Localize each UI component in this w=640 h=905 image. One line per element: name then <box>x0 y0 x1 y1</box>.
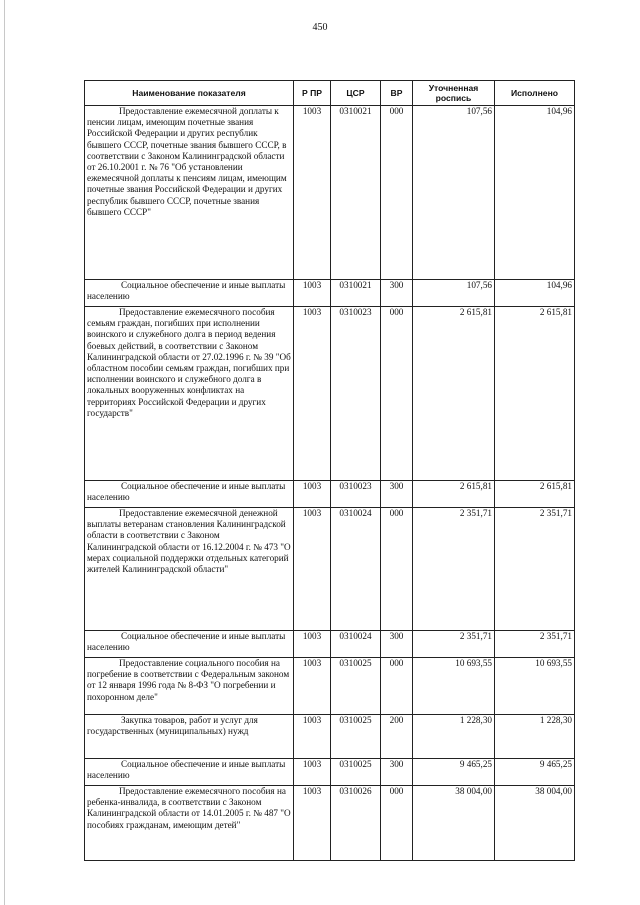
row-planned: 9 465,25 <box>413 759 495 786</box>
header-planned: Уточненная роспись <box>413 81 495 106</box>
row-csr: 0310024 <box>331 631 381 658</box>
row-executed: 2 351,71 <box>495 631 575 658</box>
row-vr: 300 <box>381 280 413 307</box>
row-rpr: 1003 <box>294 759 331 786</box>
row-vr: 000 <box>381 658 413 715</box>
row-executed: 2 615,81 <box>495 481 575 508</box>
budget-table <box>84 80 575 861</box>
row-name: Закупка товаров, работ и услуг для государственных (муниципальных) нужд <box>85 715 294 759</box>
row-name: Социальное обеспечение и иные выплаты населению <box>85 481 294 508</box>
row-name: Социальное обеспечение и иные выплаты населению <box>85 631 294 658</box>
row-csr: 0310023 <box>331 481 381 508</box>
header-rpr: Р ПР <box>294 81 331 106</box>
row-planned: 107,56 <box>413 280 495 307</box>
row-executed: 38 004,00 <box>495 786 575 861</box>
row-csr: 0310026 <box>331 786 381 861</box>
row-name: Предоставление ежемесячного пособия на ребенка-инвалида, в соответствии с Законом Калининградской области от 14.01.2005 г. № 487 "О пособиях гражданам, имеющим детей" <box>85 786 294 861</box>
header-vr: ВР <box>381 81 413 106</box>
header-csr: ЦСР <box>331 81 381 106</box>
row-name: Предоставление ежемесячного пособия семьям граждан, погибших при исполнении воинского и служебного долга в период ведения боевых действий, в соответствии с Законом Калининградской области от 27.02.1996 г. № 39 "Об областном пособии семьям граждан, погибших при исполнении воинского и служебного долга в локальных вооруженных конфликтах на территориях Российской Федерации и других государств" <box>85 307 294 481</box>
row-name: Предоставление ежемесячной доплаты к пенсии лицам, имеющим почетные звания Российской Федерации и других республик бывшего СССР, почетные звания бывшего СССР, в соответствии с Законом Калининградской области от 26.10.2001 г. № 76 "Об установлении ежемесячной доплаты к пенсиям лицам, имеющим почетные звания Российской Федерации и других республик бывшего СССР, почетные звания бывшего СССР" <box>85 106 294 280</box>
table-row <box>85 106 575 280</box>
row-name: Социальное обеспечение и иные выплаты населению <box>85 759 294 786</box>
table-row <box>85 508 575 631</box>
row-rpr: 1003 <box>294 631 331 658</box>
table-row <box>85 658 575 715</box>
row-executed: 2 351,71 <box>495 508 575 631</box>
row-csr: 0310024 <box>331 508 381 631</box>
table-row <box>85 280 575 307</box>
header-name: Наименование показателя <box>85 81 294 106</box>
table-row <box>85 631 575 658</box>
row-planned: 2 351,71 <box>413 631 495 658</box>
row-vr: 000 <box>381 786 413 861</box>
row-name: Предоставление социального пособия на погребение в соответствии с Федеральным законом от 12 января 1996 года № 8-ФЗ "О погребении и похоронном деле" <box>85 658 294 715</box>
row-vr: 000 <box>381 106 413 280</box>
row-executed: 10 693,55 <box>495 658 575 715</box>
row-rpr: 1003 <box>294 106 331 280</box>
table-header-row <box>85 81 575 106</box>
row-vr: 300 <box>381 759 413 786</box>
row-vr: 000 <box>381 307 413 481</box>
table-row <box>85 715 575 759</box>
header-executed: Исполнено <box>495 81 575 106</box>
row-executed: 1 228,30 <box>495 715 575 759</box>
row-planned: 38 004,00 <box>413 786 495 861</box>
row-planned: 10 693,55 <box>413 658 495 715</box>
row-planned: 107,56 <box>413 106 495 280</box>
row-planned: 2 351,71 <box>413 508 495 631</box>
row-csr: 0310023 <box>331 307 381 481</box>
row-rpr: 1003 <box>294 715 331 759</box>
row-vr: 000 <box>381 508 413 631</box>
row-executed: 104,96 <box>495 106 575 280</box>
scan-margin-line <box>4 0 5 905</box>
row-name: Социальное обеспечение и иные выплаты населению <box>85 280 294 307</box>
row-planned: 2 615,81 <box>413 307 495 481</box>
row-csr: 0310025 <box>331 715 381 759</box>
table-row <box>85 307 575 481</box>
row-rpr: 1003 <box>294 280 331 307</box>
table-row <box>85 481 575 508</box>
row-csr: 0310025 <box>331 658 381 715</box>
row-vr: 200 <box>381 715 413 759</box>
row-csr: 0310021 <box>331 280 381 307</box>
row-csr: 0310025 <box>331 759 381 786</box>
row-rpr: 1003 <box>294 658 331 715</box>
row-vr: 300 <box>381 481 413 508</box>
row-executed: 9 465,25 <box>495 759 575 786</box>
row-rpr: 1003 <box>294 481 331 508</box>
table-row <box>85 786 575 861</box>
page-number: 450 <box>312 22 328 33</box>
row-rpr: 1003 <box>294 508 331 631</box>
table-row <box>85 759 575 786</box>
row-csr: 0310021 <box>331 106 381 280</box>
row-executed: 2 615,81 <box>495 307 575 481</box>
row-vr: 300 <box>381 631 413 658</box>
row-planned: 1 228,30 <box>413 715 495 759</box>
row-name: Предоставление ежемесячной денежной выплаты ветеранам становления Калининградской области в соответствии с Законом Калининградской области от 16.12.2004 г. № 473 "О мерах социальной поддержки отдельных категорий жителей Калининградской области" <box>85 508 294 631</box>
row-executed: 104,96 <box>495 280 575 307</box>
row-rpr: 1003 <box>294 786 331 861</box>
row-rpr: 1003 <box>294 307 331 481</box>
row-planned: 2 615,81 <box>413 481 495 508</box>
